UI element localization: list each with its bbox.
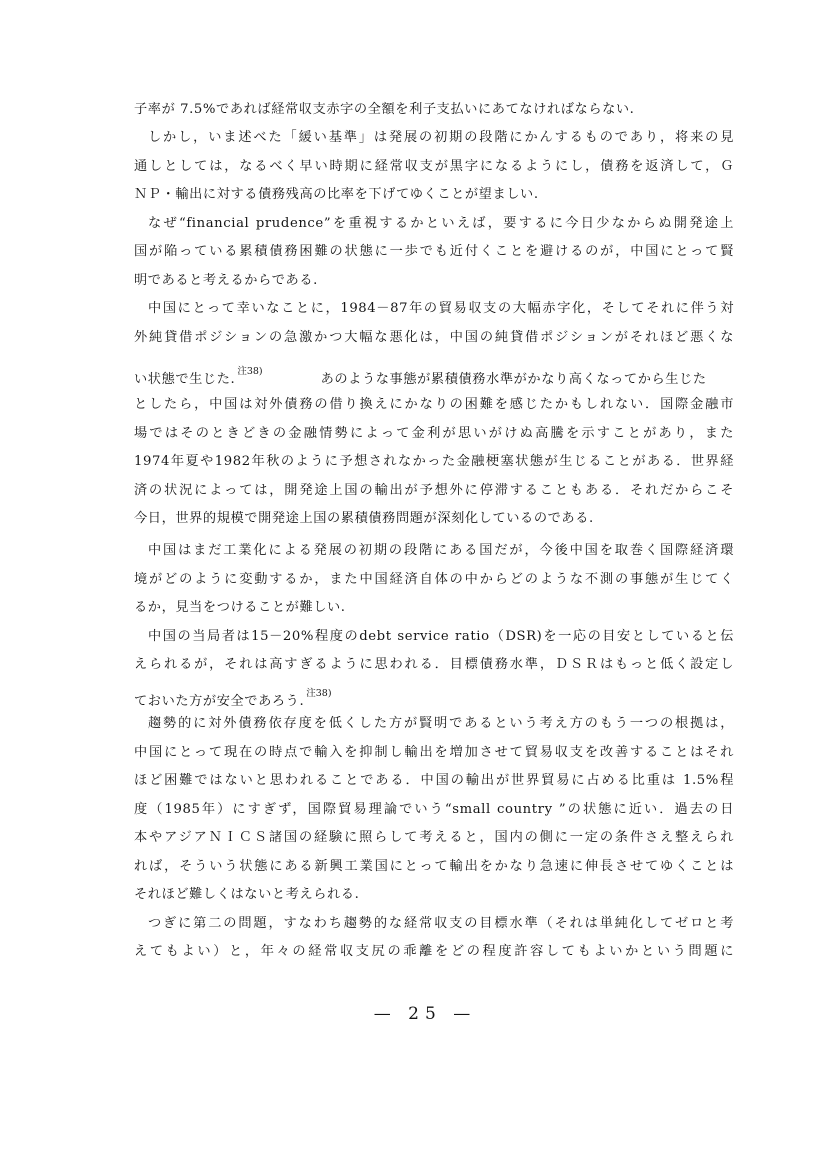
text-line: 本やアジアＮＩＣＳ諸国の経験に照らして考えると，国内の側に一定の条件さえ整えられ [134,830,734,845]
text-line: 国が陥っている累積債務困難の状態に一歩でも近付くことを避けるのが，中国にとって賢 [134,244,734,259]
text-line: 1974年夏や1982年秋のように予想されなかった金融梗塞状態が生じることがある．世界経 [134,454,734,469]
text-line: ＮＰ・輸出に対する債務残高の比率を下げてゆくことが望ましい. [134,187,539,202]
text-line: 度（1985年）にすぎず，国際貿易理論でいう“small country ”の状態に近い．過去の日 [134,802,734,817]
text-line: 中国にとって現在の時点で輸入を抑制し輸出を増加させて貿易収支を改善することはそれ [134,745,734,760]
text-line: えてもよい）と，年々の経常収支尻の乖離をどの程度許容してもよいかという問題に [134,944,734,959]
text-line-with-note [134,358,734,386]
text-line: 趨勢的に対外債務依存度を低くした方が賢明であるという考え方のもう一つの根拠は， [148,716,734,731]
text-line: としたら，中国は対外債務の借り換えにかなりの困難を感じたかもしれない．国際金融市 [134,397,734,412]
text-line: 中国にとって幸いなことに，1984－87年の貿易収支の大幅赤字化，そしてそれに伴う対 [148,301,734,316]
text-line: つぎに第二の問題，すなわち趨勢的な経常収支の目標水準（それは単純化してゼロと考 [148,916,734,931]
text-line: 境がどのように変動するか，また中国経済自体の中からどのような不測の事態が生じてく [134,572,734,587]
text-line: 済の状況によっては，開発途上国の輸出が予想外に停滞することもある．それだからこそ [134,483,734,498]
text-line: 子率が 7.5%であれば経常収支赤字の全額を利子支払いにあてなければならない. [134,102,635,117]
text-line-with-note [134,680,734,708]
text-line: 今日，世界的規模で開発途上国の累積債務問題が深刻化しているのである. [134,511,594,526]
text-line: しかし，いま述べた「緩い基準」は発展の初期の段階にかんするものであり，将来の見 [148,130,734,145]
text-segment: い状態で生じた. [134,372,236,387]
text-line: るか，見当をつけることが難しい. [134,600,346,615]
text-line: 中国はまだ工業化による発展の初期の段階にある国だが，今後中国を取巻く国際経済環 [148,543,734,558]
text-segment: ておいた方が安全であろう. [134,694,305,709]
text-line: 中国の当局者は15－20%程度のdebt service ratio（DSR)を一応の目安としていると伝 [148,629,734,644]
text-line: 外純貸借ポジションの急激かつ大幅な悪化は，中国の純貸借ポジションがそれほど悪くな [134,330,734,345]
text-line: それほど難しくはないと考えられる. [134,887,360,902]
page-number: — 25 — [373,1004,477,1024]
text-line: えられるが，それは高すぎるように思われる．目標債務水準，ＤＳＲはもっと低く設定し [134,657,734,672]
text-line: れば，そういう状態にある新興工業国にとって輸出をかなり急速に伸長させてゆくことは [134,859,734,874]
text-line: 明であると考えるからである. [134,273,318,288]
text-line: 場ではそのときどきの金融情勢によって金利が思いがけぬ高騰を示すことがあり，また [134,426,734,441]
text-line: なぜ“financial prudence”を重視するかといえば，要するに今日少なからぬ開発途上 [148,216,734,231]
text-line: ほど困難ではないと思われることである．中国の輸出が世界貿易に占める比重は 1.5%程 [134,773,734,788]
text-line: 通しとしては，なるべく早い時期に経常収支が黒字になるようにし，債務を返済して，Ｇ [134,159,734,174]
footnote-marker: 注38) [306,688,332,699]
footnote-marker: 注38) [237,366,263,377]
text-segment: あのような事態が累積債務水準がかなり高くなってから生じた [320,372,707,387]
